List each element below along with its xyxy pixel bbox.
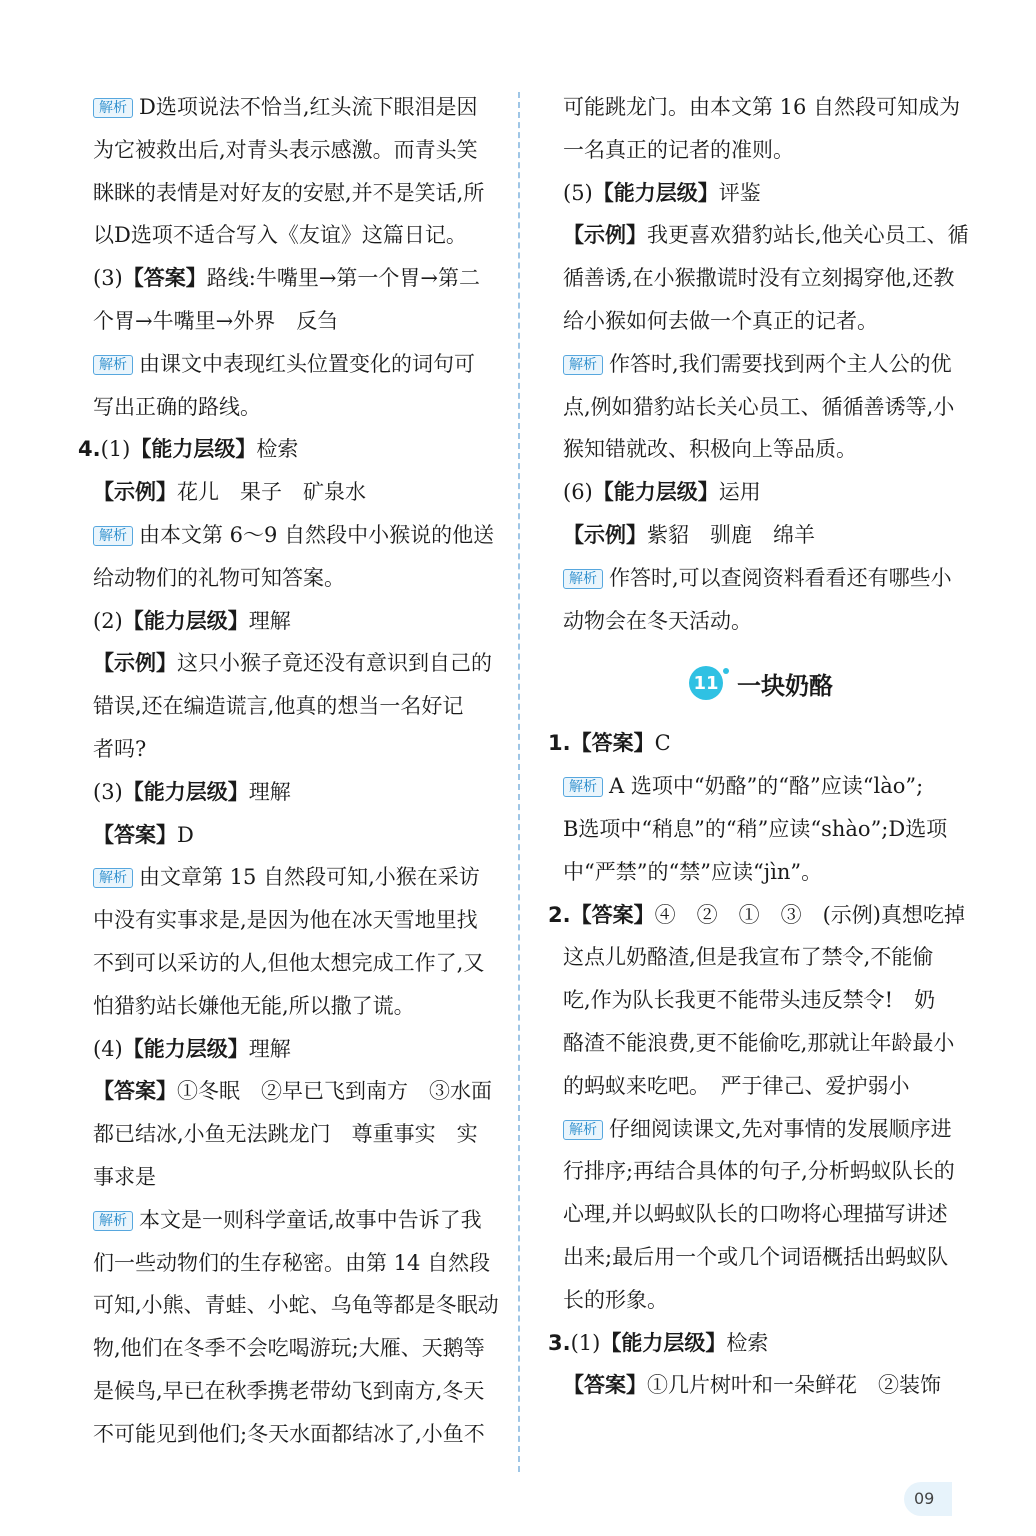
text-line	[556, 1022, 966, 1065]
line-text: 眯眯的表情是对好友的安慰,并不是笑话,所	[93, 180, 485, 205]
analysis-tag: 解析	[93, 868, 133, 888]
line-text: 不可能见到他们;冬天水面都结冰了,小鱼不	[93, 1421, 485, 1446]
text-line	[548, 1322, 966, 1365]
field-label: 【能力层级】	[122, 608, 249, 633]
text-line	[86, 600, 504, 643]
field-label: 【能力层级】	[130, 437, 257, 462]
text-line	[86, 1028, 504, 1071]
text-line	[556, 936, 966, 979]
field-label: 【答案】	[570, 731, 655, 756]
text-line	[548, 894, 966, 937]
line-text: 物,他们在冬季不会吃喝游玩;大雁、天鹅等	[93, 1336, 485, 1361]
item-number: 1.	[548, 731, 571, 756]
lesson-number-badge: 11	[689, 666, 723, 700]
text-line	[86, 471, 504, 514]
line-text: ①冬眠 ②早已飞到南方 ③水面	[177, 1079, 492, 1104]
field-label: 【能力层级】	[600, 1330, 727, 1355]
text-line	[86, 856, 504, 899]
line-text: 长的形象。	[563, 1287, 668, 1312]
text-line	[556, 257, 966, 300]
line-text: 都已结冰,小鱼无法跳龙门 尊重事实 实	[93, 1122, 478, 1147]
line-text: 由文章第 15 自然段可知,小猴在采访	[139, 865, 480, 890]
text-line	[556, 214, 969, 257]
field-label: 【答案】	[563, 1373, 647, 1398]
column-divider	[518, 92, 520, 1472]
line-text: 本文是一则科学童话,故事中告诉了我	[139, 1207, 482, 1232]
field-label: 【答案】	[93, 822, 177, 847]
text-line	[556, 471, 966, 514]
text-line	[86, 514, 504, 557]
text-line	[556, 514, 966, 557]
line-text: A 选项中“奶酪”的“酪”应读“lào”;	[609, 774, 924, 799]
line-text: 作答时,我们需要找到两个主人公的优	[609, 351, 952, 376]
line-text: 出来;最后用一个或几个词语概括出蚂蚁队	[563, 1244, 949, 1269]
analysis-tag: 解析	[93, 526, 133, 546]
text-line	[86, 1113, 504, 1156]
line-text: 评鉴	[718, 180, 761, 205]
text-line	[86, 685, 504, 728]
line-text: 的蚂蚁来吃吧。 严于律己、爱护弱小	[563, 1073, 910, 1098]
sub-number: (1)	[100, 437, 131, 462]
text-line	[556, 1150, 966, 1193]
text-line	[86, 300, 504, 343]
text-line	[86, 386, 504, 429]
field-label: 【能力层级】	[592, 480, 719, 505]
field-label: 【示例】	[93, 480, 177, 505]
line-text: 以D选项不适合写入《友谊》这篇日记。	[93, 223, 467, 248]
line-text: 紫貂 驯鹿 绵羊	[647, 522, 815, 547]
line-text: 给动物们的礼物可知答案。	[93, 565, 345, 590]
text-line	[556, 765, 966, 808]
text-line	[556, 428, 966, 471]
text-line	[556, 1364, 966, 1407]
text-line	[86, 1413, 504, 1456]
text-line	[86, 129, 504, 172]
field-label: 【答案】	[570, 902, 655, 927]
text-line	[78, 428, 504, 471]
line-text: 由课文中表现红头位置变化的词句可	[139, 351, 475, 376]
text-line	[86, 1070, 504, 1113]
text-line	[86, 557, 504, 600]
line-text: 为它被救出后,对青头表示感激。而青头笑	[93, 137, 478, 162]
text-line	[86, 985, 504, 1028]
text-line	[556, 386, 966, 429]
line-text: 可能跳龙门。由本文第 16 自然段可知成为	[563, 95, 961, 119]
text-line	[86, 1284, 504, 1327]
line-text: 仔细阅读课文,先对事情的发展顺序进	[609, 1116, 952, 1141]
text-line	[556, 129, 966, 172]
line-text: 酪渣不能浪费,更不能偷吃,那就让年龄最小	[563, 1030, 955, 1055]
line-text: 猴知错就改、积极向上等品质。	[563, 437, 857, 462]
text-line	[556, 1108, 966, 1151]
sub-number: (5)	[563, 180, 593, 205]
analysis-tag: 解析	[93, 355, 133, 375]
text-line	[86, 1199, 504, 1242]
text-line	[556, 1065, 966, 1108]
line-text: 检索	[256, 437, 299, 462]
line-text: 吃,作为队长我更不能带头违反禁令! 奶	[563, 988, 936, 1013]
sub-number: (3)	[93, 266, 123, 291]
lesson-heading	[556, 648, 966, 718]
field-label: 【能力层级】	[592, 180, 719, 205]
left-column	[78, 86, 504, 1456]
text-line	[556, 979, 966, 1022]
text-line	[556, 86, 966, 129]
line-text: 路线:牛嘴里→第一个胃→第二	[206, 266, 481, 291]
line-text: 心理,并以蚂蚁队长的口吻将心理描写讲述	[563, 1202, 948, 1227]
analysis-tag: 解析	[563, 777, 603, 797]
text-line	[86, 771, 504, 814]
analysis-tag: 解析	[563, 355, 603, 375]
line-text: ①几片树叶和一朵鲜花 ②装饰	[647, 1373, 941, 1398]
field-label: 【示例】	[563, 522, 647, 547]
analysis-tag: 解析	[93, 98, 133, 118]
text-line	[556, 557, 966, 600]
field-label: 【示例】	[563, 223, 647, 248]
text-line	[556, 1236, 966, 1279]
line-text: 一名真正的记者的准则。	[563, 137, 794, 162]
line-text: 点,例如猎豹站长关心员工、循循善诱等,小	[563, 394, 955, 419]
line-text: 是候鸟,早已在秋季携老带幼飞到南方,冬天	[93, 1378, 485, 1403]
text-line	[86, 214, 504, 257]
line-text: 个胃→牛嘴里→外界 反刍	[93, 308, 339, 333]
text-line	[86, 942, 504, 985]
analysis-tag: 解析	[563, 1120, 603, 1140]
text-line	[556, 343, 966, 386]
sub-number: (3)	[93, 779, 123, 804]
line-text: 动物会在冬天活动。	[563, 608, 752, 633]
line-text: D选项说法不恰当,红头流下眼泪是因	[139, 95, 478, 119]
line-text: 作答时,可以查阅资料看看还有哪些小	[609, 565, 952, 590]
text-line	[86, 172, 504, 215]
text-line	[548, 722, 966, 765]
analysis-tag: 解析	[563, 569, 603, 589]
text-line	[556, 808, 966, 851]
line-text: D	[177, 822, 194, 847]
sub-number: (6)	[563, 480, 593, 505]
page-number: 09	[914, 1489, 935, 1508]
line-text: 给小猴如何去做一个真正的记者。	[563, 308, 878, 333]
line-text: 中“严禁”的“禁”应读“jìn”。	[563, 859, 823, 884]
text-line	[86, 728, 504, 771]
line-text: 这只小猴子竟还没有意识到自己的	[177, 651, 492, 676]
text-line	[86, 257, 504, 300]
text-line	[556, 172, 966, 215]
line-text: 理解	[248, 608, 291, 633]
line-text: 我更喜欢猎豹站长,他关心员工、循	[647, 223, 969, 248]
sub-number: (2)	[93, 608, 123, 633]
line-text: 不到可以采访的人,但他太想完成工作了,又	[93, 950, 485, 975]
text-line	[86, 642, 504, 685]
field-label: 【答案】	[122, 266, 207, 291]
line-text: 们一些动物们的生存秘密。由第 14 自然段	[93, 1250, 491, 1275]
line-text: 循善诱,在小猴撒谎时没有立刻揭穿他,还教	[563, 266, 955, 291]
line-text: 花儿 果子 矿泉水	[177, 480, 366, 505]
text-line	[86, 1327, 504, 1370]
text-line	[86, 343, 504, 386]
line-text: 检索	[726, 1330, 769, 1355]
text-line	[556, 300, 966, 343]
line-text: 运用	[718, 480, 761, 505]
line-text: 可知,小熊、青蛙、小蛇、乌龟等都是冬眠动	[93, 1293, 499, 1318]
text-line	[86, 1242, 504, 1285]
item-number: 2.	[548, 902, 571, 927]
field-label: 【答案】	[93, 1079, 177, 1104]
text-line	[86, 899, 504, 942]
line-text: 事求是	[93, 1164, 156, 1189]
line-text: 这点儿奶酪渣,但是我宣布了禁令,不能偷	[563, 945, 934, 970]
text-line	[556, 1279, 966, 1322]
line-text: 理解	[248, 1036, 291, 1061]
field-label: 【能力层级】	[122, 1036, 249, 1061]
text-line	[556, 600, 966, 643]
text-line	[86, 1156, 504, 1199]
line-text: 行排序;再结合具体的句子,分析蚂蚁队长的	[563, 1159, 955, 1184]
sub-number: (1)	[570, 1330, 601, 1355]
sub-number: (4)	[93, 1036, 123, 1061]
line-text: 中没有实事求是,是因为他在冰天雪地里找	[93, 908, 478, 933]
text-line	[556, 851, 966, 894]
line-text: B选项中“稍息”的“稍”应读“shào”;D选项	[563, 816, 948, 841]
field-label: 【能力层级】	[122, 779, 249, 804]
right-column	[548, 86, 969, 1407]
line-text: 写出正确的路线。	[93, 394, 261, 419]
field-label: 【示例】	[93, 651, 177, 676]
line-text: 由本文第 6～9 自然段中小猴说的他送	[139, 522, 495, 547]
lesson-title: 一块奶酪	[737, 671, 833, 700]
line-text: 理解	[248, 779, 291, 804]
line-text: ④ ② ① ③ (示例)真想吃掉	[654, 902, 965, 927]
analysis-tag: 解析	[93, 1211, 133, 1231]
text-line	[86, 1370, 504, 1413]
line-text: 者吗?	[93, 736, 147, 761]
line-text: 错误,还在编造谎言,他真的想当一名好记	[93, 694, 464, 719]
text-line	[556, 1193, 966, 1236]
text-line	[86, 814, 504, 857]
line-text: C	[654, 731, 671, 756]
item-number: 4.	[78, 437, 101, 462]
line-text: 怕猎豹站长嫌他无能,所以撒了谎。	[93, 993, 415, 1018]
item-number: 3.	[548, 1330, 571, 1355]
text-line	[86, 86, 504, 129]
